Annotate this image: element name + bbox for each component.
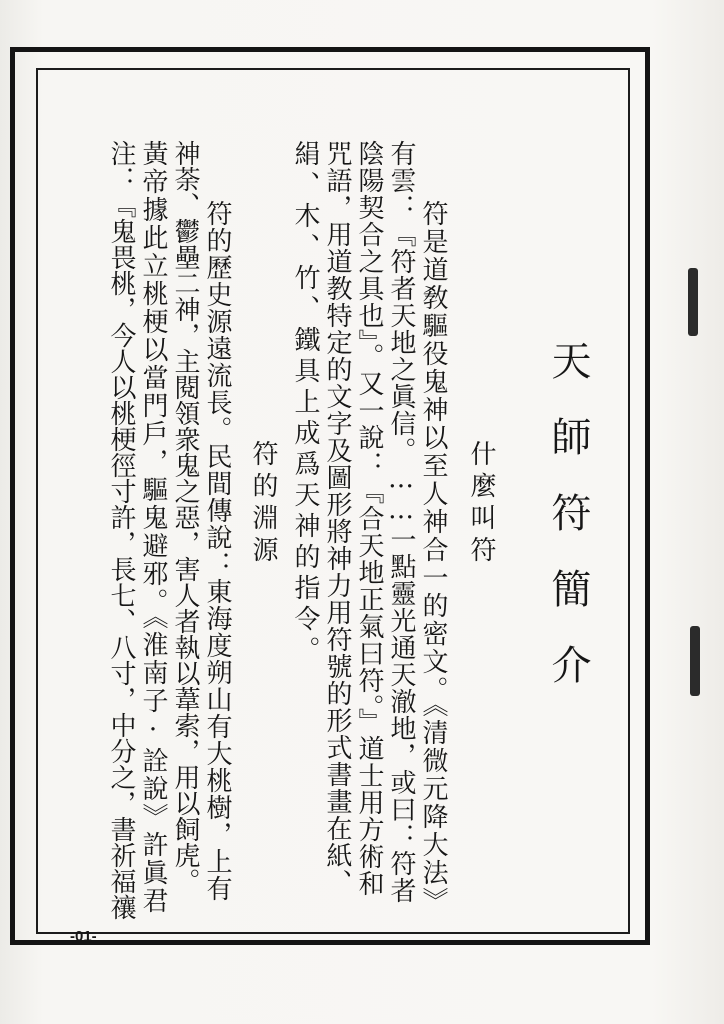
binding-clip-bottom [690,626,700,696]
binding-clip-top [688,268,698,336]
section-heading: 什麼叫符 [466,440,496,568]
text-line: 絹、木、竹、鐵具上成爲天神的指令。 [290,140,320,667]
text-line: 符是道敎驅役鬼神以至人神合一的密文。《清微元降大法》 [418,200,448,915]
section-heading: 符的淵源 [248,440,278,568]
text-line: 有雲：『符者天地之眞信。……一點靈光通天澈地，或曰：符者 [386,140,416,904]
page-number: -01- [70,928,97,945]
text-line: 神荼、鬱壘二神，主閱領衆鬼之惡，害人者執以葦索，用以飼虎。 [170,140,200,894]
text-line: 陰陽契合之具也』。又一說：『合天地正氣曰符。』道士用方術和 [354,140,384,897]
text-line: 注：『鬼畏桃，今人以桃梗徑寸許，長七、八寸，中分之，書祈福禳 [106,140,136,920]
text-line: 黃帝據此立桃梗以當門戶，驅鬼避邪。《淮南子·詮說》許眞君 [138,140,168,915]
text-line: 咒語，用道教特定的文字及圖形將神力用符號的形式書畫在紙、 [322,140,352,896]
page-title: 天師符簡介 [545,340,591,720]
text-line: 符的歷史源遠流長。民間傳說：東海度朔山有大桃樹，上有 [202,200,232,902]
